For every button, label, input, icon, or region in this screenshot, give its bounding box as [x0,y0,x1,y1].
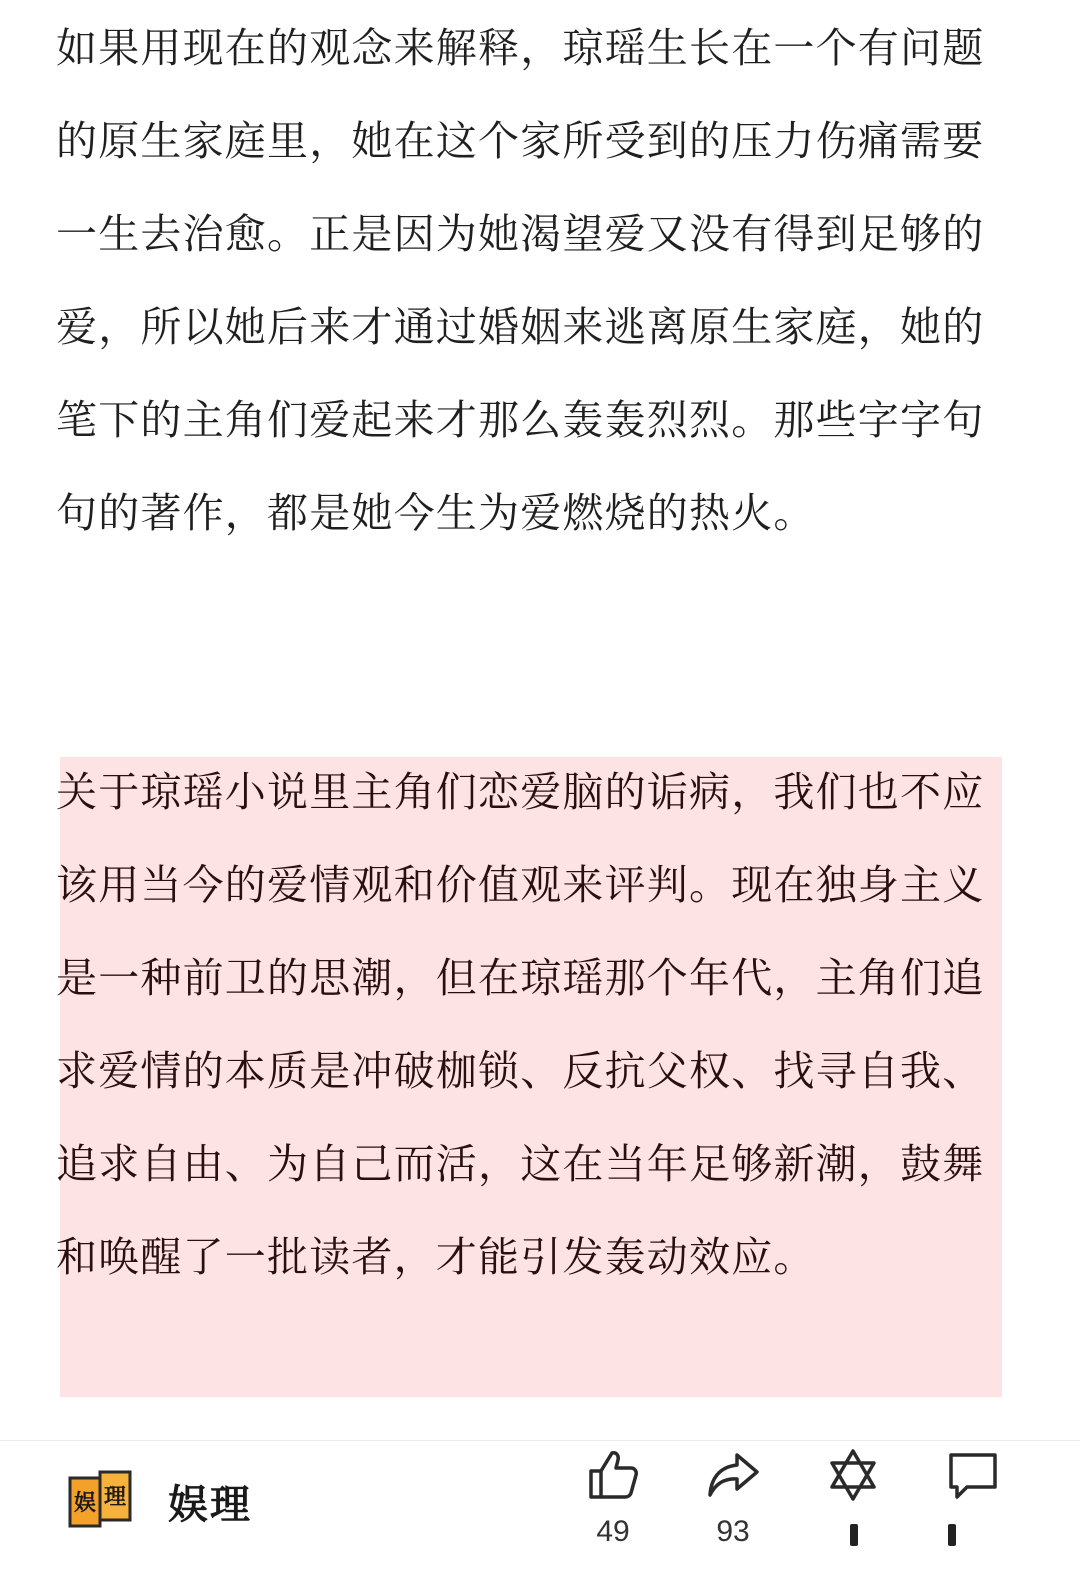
share-arrow-icon [705,1447,761,1503]
author-logo-icon[interactable] [68,1468,134,1534]
author-name[interactable]: 娱理 [168,1481,252,1528]
star-of-david-icon [825,1447,881,1503]
like-count: 49 [596,1515,630,1548]
comment-button[interactable] [933,1447,1013,1515]
comment-bubble-icon [945,1447,1001,1503]
logo-char-1: 娱 [73,1491,97,1516]
thumbs-up-icon [585,1447,641,1503]
like-button[interactable] [573,1447,653,1549]
logo-char-2: 理 [103,1485,127,1510]
paragraph-1: 如果用现在的观念来解释，琼瑶生长在一个有问题的原生家庭里，她在这个家所受到的压力伤痛需要一生去治愈。正是因为她渴望爱又没有得到足够的爱，所以她后来才通过婚姻来逃离原生家庭，她的笔下的主角们爱起来才那么轰轰烈烈。那些字字句句的著作，都是她今生为爱燃烧的热火。 [56,24,985,537]
share-button[interactable] [693,1447,773,1549]
overlay-mark [948,1524,956,1546]
watermark-overlay [836,1514,996,1558]
overlay-mark [850,1524,858,1546]
author-info[interactable] [68,1468,252,1534]
paragraph-2-highlighted: 关于琼瑶小说里主角们恋爱脑的诟病，我们也不应该用当今的爱情观和价值观来评判。现在独身主义是一种前卫的思潮，但在琼瑶那个年代，主角们追求爱情的本质是冲破枷锁、反抗父权、找寻自我、追求自由、为自己而活，这在当年足够新潮，鼓舞和唤醒了一批读者，才能引发轰动效应。 [56,768,985,1281]
share-count: 93 [716,1515,750,1548]
